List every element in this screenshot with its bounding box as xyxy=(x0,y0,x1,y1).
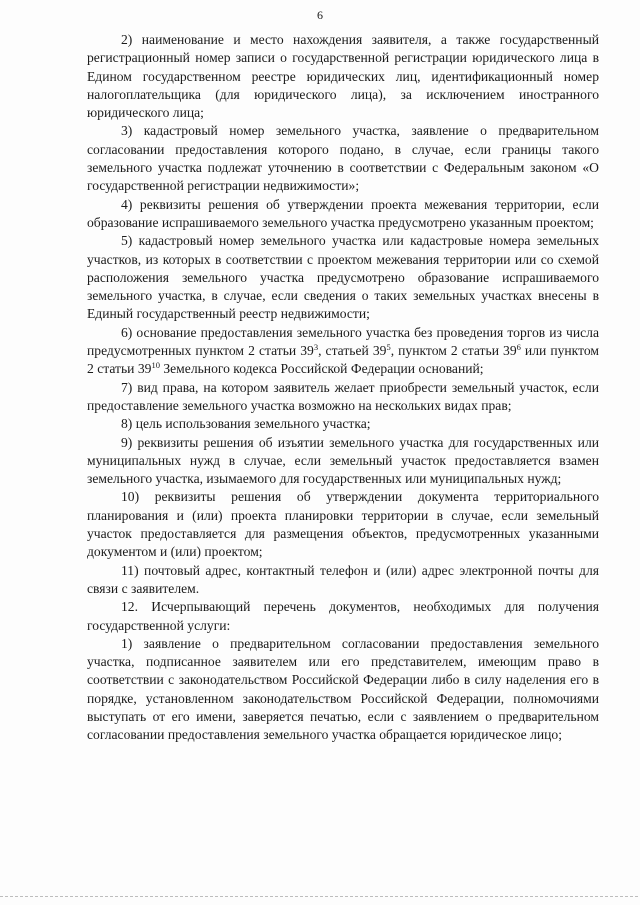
paragraph-item-11: 11) почтовый адрес, контактный телефон и (или) адрес электронной почты для связи с заявителем. xyxy=(87,562,599,596)
paragraph-item-2: 2) наименование и место нахождения заявителя, а также государственный регистрационный номер записи о государственной регистрации юридического лица в Едином государственном реестре юридических лиц, идентификационный номер налогоплательщика (для юридического лица), за исключением иностранного юридического лица; xyxy=(87,32,599,121)
page-number: 6 xyxy=(317,8,323,22)
document-body xyxy=(87,31,599,745)
item-6-sup-c: 6 xyxy=(516,342,521,353)
paragraph-section-12: 12. Исчерпывающий перечень документов, необходимых для получения государственной услуги: xyxy=(87,599,599,633)
item-6-text-a: 6) основание предоставления земельного участка без проведения торгов из числа предусмотренных пунктом 2 статьи 39 xyxy=(87,324,599,359)
paragraph-item-3: 3) кадастровый номер земельного участка, заявление о предварительном согласовании предоставления которого подано, в случае, если границы такого земельного участка подлежат уточнению в соответствии с Федеральным законом «О государственной регистрации недвижимости»; xyxy=(87,123,599,194)
paragraph-section-12-item-1: 1) заявление о предварительном согласовании предоставления земельного участка, подписанное заявителем или его представителем, имеющим право в соответствии с законодательством Российской Федерации либо в силу наделения его в порядке, установленном законодательством Российской Федерации, полномочиями выступать от его имени, заверяется печатью, если с заявлением о предварительном согласовании предоставления земельного участка обращается юридическое лицо; xyxy=(87,635,599,743)
item-6-text-c: , пунктом 2 статьи 39 xyxy=(390,343,517,359)
item-6-sup-b: 5 xyxy=(386,342,391,353)
paragraph-item-8: 8) цель использования земельного участка; xyxy=(121,416,371,432)
paragraph-item-7: 7) вид права, на котором заявитель желает приобрести земельный участок, если предоставление земельного участка возможно на нескольких видах прав; xyxy=(87,379,599,413)
item-6-text-b: , статьей 39 xyxy=(318,343,387,359)
item-6-sup-d: 10 xyxy=(151,360,160,371)
item-6-sup-a: 3 xyxy=(313,342,319,353)
paragraph-item-6 xyxy=(87,324,599,379)
paragraph-item-9: 9) реквизиты решения об изъятии земельного участка для государственных или муниципальных нужд в случае, если земельный участок предоставляется взамен земельного участка, изымаемого для государственных или муниципальных нужд; xyxy=(87,434,599,487)
paragraph-item-5: 5) кадастровый номер земельного участка или кадастровые номера земельных участков, из которых в соответствии с проектом межевания территории или со схемой расположения земельного участка предусмотрено образование испрашиваемого земельного участка, в случае, если сведения о таких земельных участках внесены в Единый государственный реестр недвижимости; xyxy=(87,233,599,322)
paragraph-item-10: 10) реквизиты решения об утверждении документа территориального планирования и (или) проекта планировки территории в случае, если земельный участок предоставляется для размещения объектов, предусмотренных указанными документом и (или) проектом; xyxy=(87,489,599,560)
item-6-text-e: Земельного кодекса Российской Федерации оснований; xyxy=(159,361,484,377)
item-6-text-d: или пунктом 2 статьи 39 xyxy=(87,343,599,377)
page-bottom-rule xyxy=(0,896,640,897)
paragraph-item-4: 4) реквизиты решения об утверждении проекта межевания территории, если образование испрашиваемого земельного участка предусмотрено указанным проектом; xyxy=(87,196,599,230)
